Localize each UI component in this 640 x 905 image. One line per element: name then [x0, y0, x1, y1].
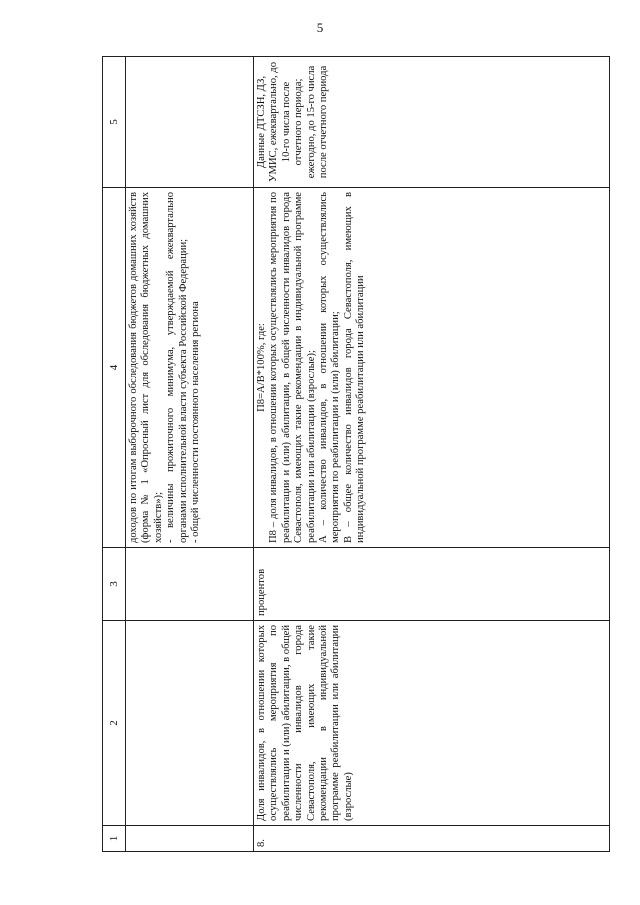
table: [102, 56, 610, 852]
table-row-8: [254, 57, 610, 852]
formula: П8=А/В*100%, где:: [256, 323, 267, 412]
header-row: [103, 57, 126, 852]
rotated-table-container: [102, 57, 610, 852]
unit-cell: [126, 548, 254, 621]
method-cell: [254, 188, 610, 548]
unit-cell: процентов: [254, 548, 610, 621]
indicator-table: [102, 57, 610, 852]
header-cell-4: 4: [103, 188, 126, 548]
page-number: 5: [316, 20, 324, 35]
method-cell: доходов по итогам выборочного обследования бюджетов домашних хозяйств (форма № 1 «Опросный лист для обследования бюджетных домашних хозяйств»); - величины прожиточного минимума, утверждаемой ежеквартально органами исполнительной власти субъекта Российской Федерации; - общей численности постоянного населения региона: [126, 188, 254, 548]
header-cell-2: 2: [103, 621, 126, 826]
source-cell: Данные ДТСЗН, ДЗ, УМИС, ежеквартально, до 10-го числа после отчетного периода; ежегодно, до 15-го числа после отчетного периода: [254, 57, 610, 188]
formula-description: П8 – доля инвалидов, в отношении которых осуществлялись мероприятия по реабилитации и (или) абилитации, в общей численности инвалидов города Севастополя, имеющих такие рекомендации в индивидуальной программе реабилитации или абилитации (взрослые); А – количество инвалидов, в отношении которых осуществлялись мероприятия по реабилитации и (или) абилитации; В – общее количество инвалидов города Севастополя, имеющих в индивидуальной программе реабилитации или абилитации: [268, 192, 367, 543]
indicator-name-cell: [126, 621, 254, 826]
table-row-continuation: [126, 57, 254, 852]
row-number-cell: [126, 826, 254, 852]
header-cell-5: 5: [103, 57, 126, 188]
header-cell-3: 3: [103, 548, 126, 621]
header-cell-1: 1: [103, 826, 126, 852]
indicator-name-cell: Доля инвалидов, в отношении которых осуществлялись мероприятия по реабилитации и (или) абилитации, в общей численности инвалидов города Севастополя, имеющих такие рекомендации в индивидуальной программе реабилитации или абилитации (взрослые): [254, 621, 610, 826]
row-number-cell: 8.: [254, 826, 610, 852]
source-cell: [126, 57, 254, 188]
